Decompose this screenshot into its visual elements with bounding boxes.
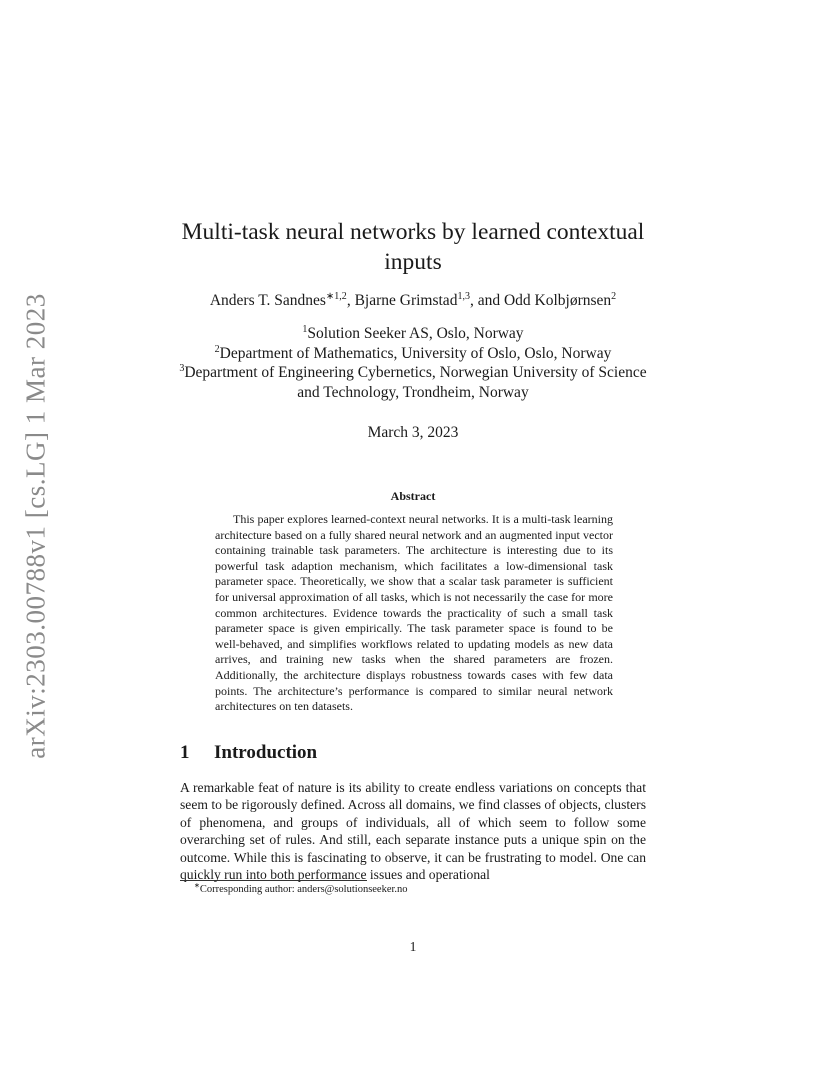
affiliation [170,324,656,344]
author-affiliation-mark: 1,3 [457,290,470,302]
affiliation-list [170,324,656,402]
section-heading [180,742,646,764]
affiliation-text: Department of Engineering Cybernetics, Norwegian University of Science and Technology, Trondheim, Norway [184,364,647,401]
abstract-body: This paper explores learned-context neural networks. It is a multi-task learning architecture based on a fully shared neural network and an augmented input vector containing trainable task parameters. The architecture is interesting due to its powerful task adaption mechanism, which facilitates a low-dimensional task parameter space. Theoretically, we show that a scalar task parameter is sufficient for universal approximation of all tasks, which is not necessarily the case for more common architectures. Evidence towards the practicality of such a small task parameter space is given empirically. The task parameter space is found to be well-behaved, and simplifies workflows related to updating models as new data arrives, and training new tasks when the shared parameters are frozen. Additionally, the architecture displays robustness towards cases with few data points. The architecture’s performance is compared to similar neural network architectures on ten datasets. [215,512,613,714]
page-number: 1 [409,939,417,954]
footnote [180,881,646,895]
footnote-mark: ∗ [194,881,200,890]
section-number: 1 [180,742,190,763]
section-body-paragraph: A remarkable feat of nature is its ability to create endless variations on concepts that seem to be rigorously defined. Across all domains, we find classes of objects, clusters of phenomena, and groups of individuals, all of which seem to follow some overarching set of rules. And still, each separate instance puts a unique spin on the outcome. While this is fascinating to observe, it can be frustrating to model. One can quickly run into both performance issues and operational [180,780,646,883]
affiliation [170,363,656,402]
affiliation-mark: 1 [302,323,308,335]
abstract-heading: Abstract [390,489,436,503]
affiliation-mark: 3 [179,362,185,374]
paper-title: Multi-task neural networks by learned contextual inputs [181,219,645,275]
affiliation-mark: 2 [214,343,220,355]
author-list [150,290,676,312]
author-affiliation-mark: 2 [611,290,617,302]
footnote-divider [180,880,367,881]
paper-date: March 3, 2023 [367,424,459,441]
author-separator: , [346,292,355,309]
author-separator: , and [469,292,504,309]
author-name: Odd Kolbjørnsen [503,292,612,309]
affiliation-text: Department of Mathematics, University of Oslo, Oslo, Norway [219,344,612,362]
author-affiliation-mark: ∗1,2 [325,290,347,302]
arxiv-identifier-text: arXiv:2303.00788v1 [cs.LG] 1 Mar 2023 [20,293,51,759]
author-name: Anders T. Sandnes [209,292,326,309]
footnote-text: Corresponding author: anders@solutionseeker.no [199,884,408,895]
section-title: Introduction [214,742,318,763]
affiliation [170,344,656,364]
affiliation-text: Solution Seeker AS, Oslo, Norway [307,325,524,342]
author-name: Bjarne Grimstad [354,292,458,309]
